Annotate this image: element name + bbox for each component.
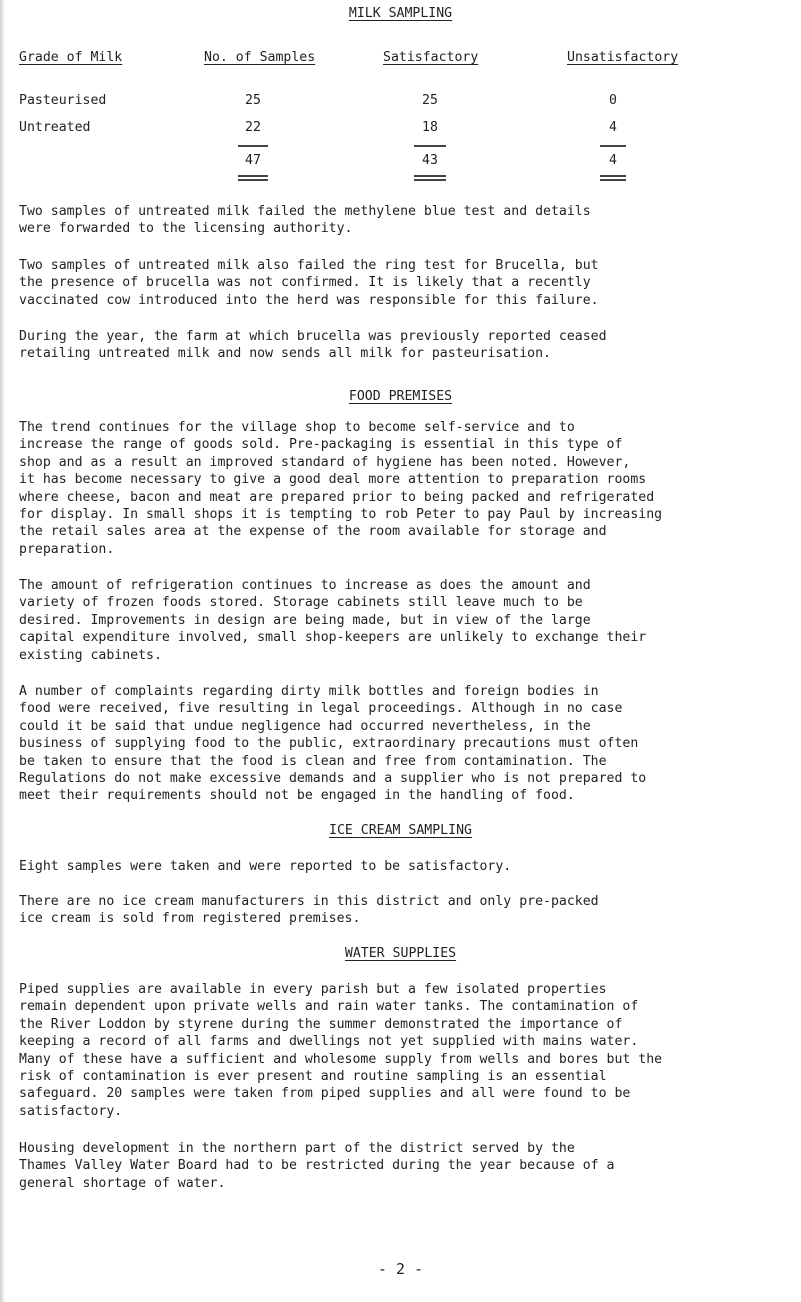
col-header-satisfactory: Satisfactory (383, 50, 479, 65)
paragraph: A number of complaints regarding dirty milk bottles and foreign bodies in food were received, five resulting in legal proceedings. Although in no case could it be said that undue negligence had occurred nevertheless, in the business of supplying food to the public, extraordinary precautions must often be taken to ensure that the food is clean and free from contamination. The Regulations do not make excessive demands and a supplier who is not prepared to meet their requirements should not be engaged in the handling of food. (19, 684, 647, 804)
total-rule (600, 175, 626, 177)
total-samples: 47 (245, 153, 261, 168)
milk-sampling-heading: MILK SAMPLING (348, 6, 453, 21)
total-rule (238, 179, 268, 181)
food-premises-heading: FOOD PREMISES (348, 389, 453, 404)
paragraph: Housing development in the northern part of the district served by the Thames Valley Water Board had to be restricted during the year because of a general shortage of water. (19, 1141, 615, 1191)
row-grade: Untreated (19, 120, 91, 135)
row-unsatisfactory: 4 (609, 120, 617, 135)
row-satisfactory: 25 (422, 93, 438, 108)
total-rule (600, 179, 626, 181)
col-header-grade: Grade of Milk (19, 50, 123, 65)
paragraph: The trend continues for the village shop to become self-service and to increase the range of goods sold. Pre-packaging is essential in this type of shop and as a result an improved standard of hygiene has been noted. However, it has become necessary to give a good deal more attention to preparation rooms where cheese, bacon and meat are prepared prior to being packed and refrigerated for display. In small shops it is tempting to rob Peter to pay Paul by increasing the retail sales area at the expense of the room available for storage and preparation. (19, 420, 663, 557)
total-unsatisfactory: 4 (609, 153, 617, 168)
paragraph: There are no ice cream manufacturers in this district and only pre-packed ice cream is sold from registered premises. (19, 894, 599, 927)
subtotal-rule (238, 145, 268, 147)
ice-cream-sampling-heading: ICE CREAM SAMPLING (329, 823, 472, 838)
col-header-unsatisfactory: Unsatisfactory (567, 50, 679, 65)
water-supplies-heading: WATER SUPPLIES (344, 946, 457, 961)
col-header-samples: No. of Samples (204, 50, 316, 65)
subtotal-rule (414, 145, 446, 147)
total-satisfactory: 43 (422, 153, 438, 168)
paragraph: Piped supplies are available in every parish but a few isolated properties remain dependent upon private wells and rain water tanks. The contamination of the River Loddon by styrene during the summer demonstrated the importance of keeping a record of all farms and dwellings not yet supplied with mains water. Many of these have a sufficient and wholesome supply from wells and bores but the risk of contamination is ever present and routine sampling is an essential safeguard. 20 samples were taken from piped supplies and all were found to be satisfactory. (19, 982, 663, 1119)
row-unsatisfactory: 0 (609, 93, 617, 108)
total-rule (414, 179, 446, 181)
total-rule (238, 175, 268, 177)
scan-edge-shadow (0, 0, 5, 1302)
row-samples: 25 (245, 93, 261, 108)
paragraph: Eight samples were taken and were reported to be satisfactory. (19, 859, 512, 874)
subtotal-rule (600, 145, 626, 147)
paragraph: Two samples of untreated milk also failed the ring test for Brucella, but the presence of brucella was not confirmed. It is likely that a recently vaccinated cow introduced into the herd was responsible for this failure. (19, 258, 599, 308)
total-rule (414, 175, 446, 177)
row-satisfactory: 18 (422, 120, 438, 135)
paragraph: During the year, the farm at which brucella was previously reported ceased retailing untreated milk and now sends all milk for pasteurisation. (19, 329, 607, 362)
row-grade: Pasteurised (19, 93, 107, 108)
row-samples: 22 (245, 120, 261, 135)
paragraph: The amount of refrigeration continues to increase as does the amount and variety of frozen foods stored. Storage cabinets still leave much to be desired. Improvements in design are being made, but in view of the large capital expenditure involved, small shop-keepers are unlikely to exchange their existing cabinets. (19, 578, 647, 663)
page-number: - 2 - (377, 1260, 424, 1278)
paragraph: Two samples of untreated milk failed the methylene blue test and details were forwarded to the licensing authority. (19, 204, 591, 237)
